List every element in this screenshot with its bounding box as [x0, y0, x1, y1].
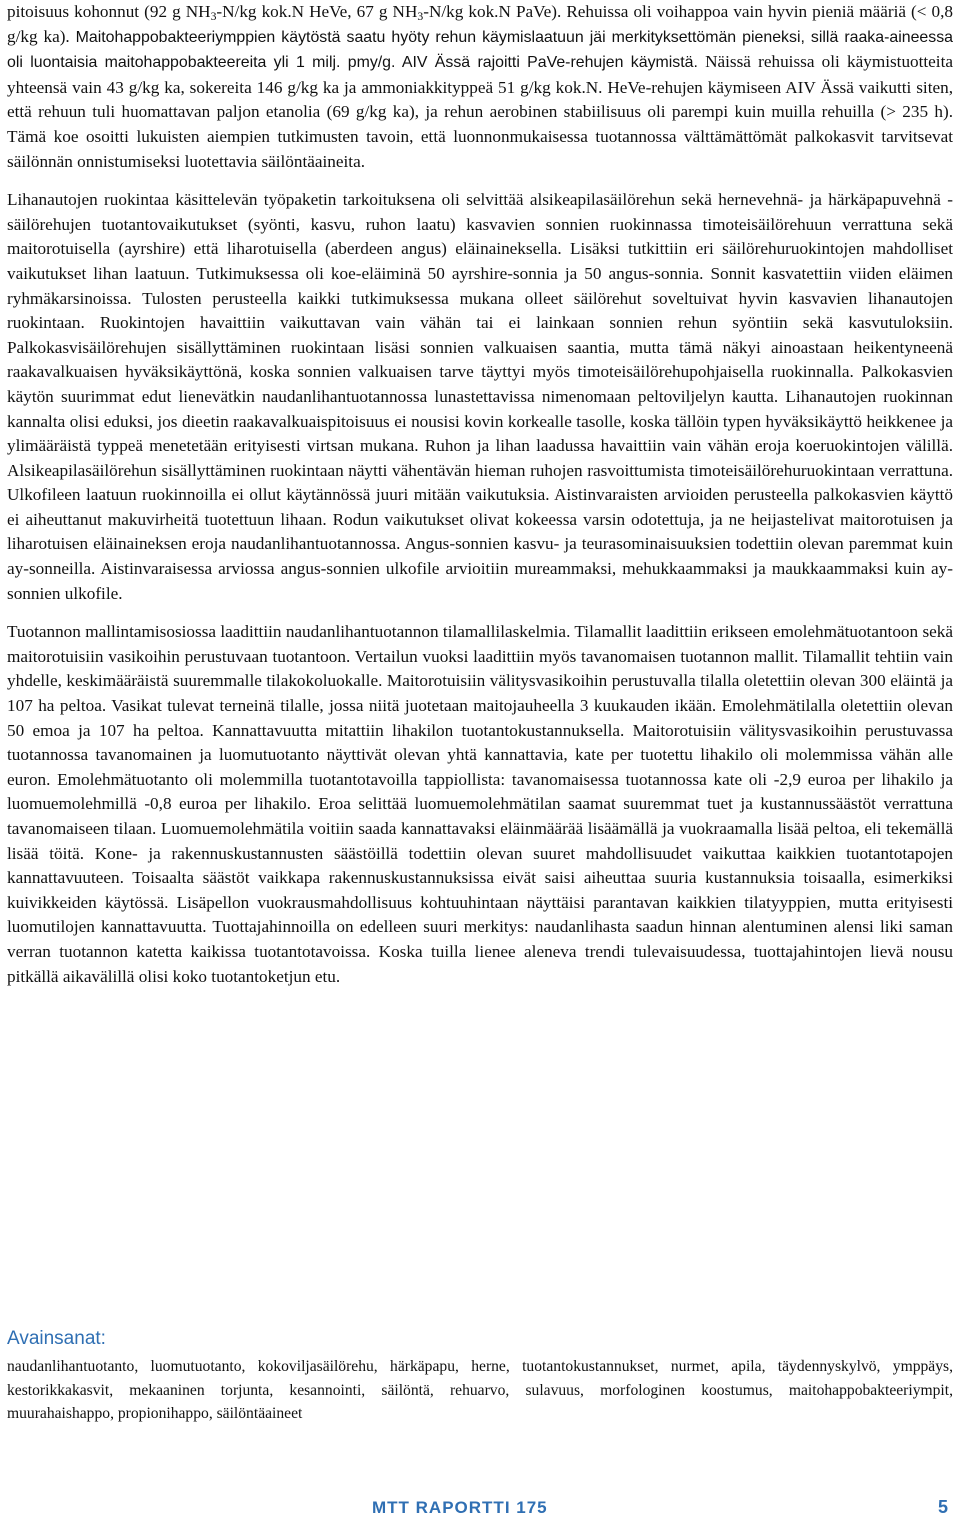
- paragraph-silage-results: [7, 0, 953, 174]
- keywords-list: naudanlihantuotanto, luomutuotanto, kokoviljasäilörehu, härkäpapu, herne, tuotantokustannukset, nurmet, apila, täydennyskylvö, ymppäys, kestorikkakasvit, mekaaninen torjunta, kesannointi, säilöntä, rehuarvo, sulavuus, morfologinen koostumus, maitohappobakteeriympit, muurahaishappo, propionihappo, säilöntäaineet: [7, 1358, 953, 1423]
- paragraph-1-text-c: -N/kg kok.N PaVe). Rehuissa oli voihappoa vain hyvin pieniä määriä (< 0,8 g/kg ka).: [7, 2, 954, 46]
- subscript-3: 3: [210, 9, 217, 23]
- paragraph-1-text-e: Näissä rehuissa oli käymistuotteita yhteensä vain 43 g/kg ka, sokereita 146 g/kg ka ja ammoniakkityppeä 51 g/kg kok.N. HeVe-rehujen käymiseen AIV Ässä vaikutti siten, että rehuun tuli huomattavan paljon etanolia (69 g/kg ka), ja rehun aerobinen stabiilisuus oli parempi kuin muilla rehuilla (> 235 h). Tämä koe osoitti lukuisten aiempien tutkimusten tavoin, että luonnonmukaisessa tuotannossa välttämättömät palkokasvit tarvitsevat säilönnän onnistumiseksi luotettavia säilöntäaineita.: [7, 52, 953, 171]
- paragraph-1-text-a: pitoisuus kohonnut (92 g NH: [7, 2, 211, 21]
- paragraph-1-text-d: Maitohappobakteeriymppien käytöstä saatu hyöty rehun käymislaatuun jäi merkityksettömän pieneksi, sillä raaka-aineessa oli luontaisia maitohappobakteereita yli 1 milj. pmy/g. AIV Ässä rajoitti PaVe-rehujen käymistä.: [7, 28, 953, 72]
- page-number: 5: [937, 1497, 948, 1517]
- document-body: [7, 0, 953, 989]
- paragraph-production-modelling: Tuotannon mallintamisosiossa laadittiin naudanlihantuotannon tilamallilaskelmia. Tilamallit laadittiin erikseen emolehmätuotantoon sekä maitorotuisiin vasikoihin perustuvaan tuotantoon. Vertailun vuoksi laadittiin myös tavanomaisen tuotannon mallit. Tilamallit tehtiin vain yhdelle, keskimääräistä suuremmalle tilakokoluokalle. Maitorotuisiin välitysvasikoihin perustuvalla tilalla oletettiin olevan 300 eläintä ja 107 ha peltoa. Vasikat tulevat terneinä tilalle, jossa niitä juotetaan maitojauheella 3 kuukauden ikään. Emolehmätilalla oletettiin olevan 50 emoa ja 107 ha peltoa. Kannattavuutta mitattiin lihakilon tuotantokustannuksella. Maitorotuisiin välitysvasikoihin perustuvassa tuotannossa tavanomainen ja luomutuotanto näyttivät olevan yhtä kannattavia, kate per tuotettu lihakilo oli molemmissa vähän alle euron. Emolehmätuotanto oli molemmilla tuotantotavoilla tappiollista: tavanomaisessa tuotannossa kate oli -2,9 euroa per lihakilo ja luomuemolehmillä -0,8 euroa per lihakilo. Eroa selittää luomuemolehmätilan saamat suuremmat tuet ja kustannussäästöt verrattuna tavanomaiseen tilaan. Luomuemolehmätila voitiin saada kannattavaksi eläinmäärää lisäämällä ja vuokraamalla lisää peltoa, eli tekemällä lisää töitä. Kone- ja rakennuskustannusten säästöillä todettiin olevan suuret mahdollisuudet vaikuttaa kaikkien tuotantotapojen kannattavuuteen. Toisaalta säästöt vaikkapa rakennuskustannuksissa eivät saisi aiheuttaa suuria kustannuksia toisaalla, esimerkiksi kuivikkeiden käytössä. Lisäpellon vuokrausmahdollisuus kohtuuhintaan näyttäisi parantavan kaikkien tilatyyppien, mutta erityisesti luomutilojen kannattavuutta. Tuottajahinnoilla on edelleen suuri merkitys: naudanlihasta saadun hinnan alentuminen alensi liki saman verran tuotannon katetta kaikissa tuotantotavoissa. Koska tuilla lienee aleneva trendi tulevaisuudessa, tuottajahintojen lievä nousu pitkällä aikavälillä olisi koko tuotantoketjun etu.: [7, 622, 953, 986]
- paragraph-beef-feeding: Lihanautojen ruokintaa käsittelevän työpaketin tarkoituksena oli selvittää alsikeapilasäilörehun sekä hernevehnä- ja härkäpapuvehnä -säilörehujen tuotantovaikutukset (syönti, kasvu, ruhon laatu) kasvavien sonnien ruokinnassa timoteisäilörehuun verrattuna sekä maitorotuisella (ayrshire) että liharotuisella (aberdeen angus) eläinaineksella. Lisäksi tutkittiin eri säilörehuruokintojen mahdolliset vaikutukset lihan laatuun. Tutkimuksessa oli koe-eläiminä 50 ayrshire-sonnia ja 50 angus-sonnia. Sonnit kasvatettiin viiden eläimen ryhmäkarsinoissa. Tulosten perusteella kaikki tutkimuksessa mukana olleet säilörehut soveltuivat hyvin kasvavien lihanautojen ruokintaan. Ruokintojen havaittiin vaikuttavan vain vähän tai ei lainkaan sonnien rehun syöntiin sekä kasvutuloksiin. Palkokasvisäilörehujen sisällyttäminen ruokintaan lisäsi sonnien valkuaisen saantia, mutta tämä näkyi ainoastaan heikentyneenä raakavalkuaisen hyväksikäyttönä, koska sonnien valkuaisen tarve täyttyi myös timoteisäilörehupohjaisella ruokinnalla. Palkokasvien käytön suurimmat edut lienevätkin naudanlihantuotannossa lunastettavissa nimenomaan peltoviljelyn kautta. Lihanautojen ruokinnan kannalta olisi eduksi, jos dieetin raakavalkuaispitoisuus ei nousisi kovin korkealle tasolle, koska tällöin typen hyväksikäyttö heikkenee ja ylimääräistä typpeä menetetään erityisesti virtsan mukana. Ruhon ja lihan laadussa havaittiin vain vähän eroja koeruokintojen välillä. Alsikeapilasäilörehun sisällyttäminen ruokintaan näytti vähentävän hieman ruhojen rasvoittumista timoteisäilörehuruokintaan verrattuna. Ulkofileen laatuun ruokinnoilla ei ollut käytännössä juuri mitään vaikutuksia. Aistinvaraisten arvioiden perusteella palkokasvien käyttö ei aiheuttanut makuvirheitä tuotettuun lihaan. Rodun vaikutukset olivat kokeessa varsin odotettuja, ja ne heijastelivat maitorotuisen ja liharotuisen eläinaineksen eroja naudanlihantuotannossa. Angus-sonnien kasvu- ja teurasominaisuuksien todettiin olevan paremmat kuin ay-sonneilla. Aistinvaraisessa arviossa angus-sonnien ulkofile arvioitiin mureammaksi, mehukkaammaksi ja maukkaammaksi kuin ay-sonnien ulkofile.: [7, 190, 953, 603]
- footer-report-title: MTT RAPORTTI 175: [372, 1498, 548, 1517]
- paragraph-1-text-b: -N/kg kok.N HeVe, 67 g NH: [216, 2, 418, 21]
- keywords-heading: Avainsanat:: [7, 1328, 106, 1349]
- subscript-3: 3: [417, 9, 424, 23]
- keywords-section: [7, 1327, 953, 1426]
